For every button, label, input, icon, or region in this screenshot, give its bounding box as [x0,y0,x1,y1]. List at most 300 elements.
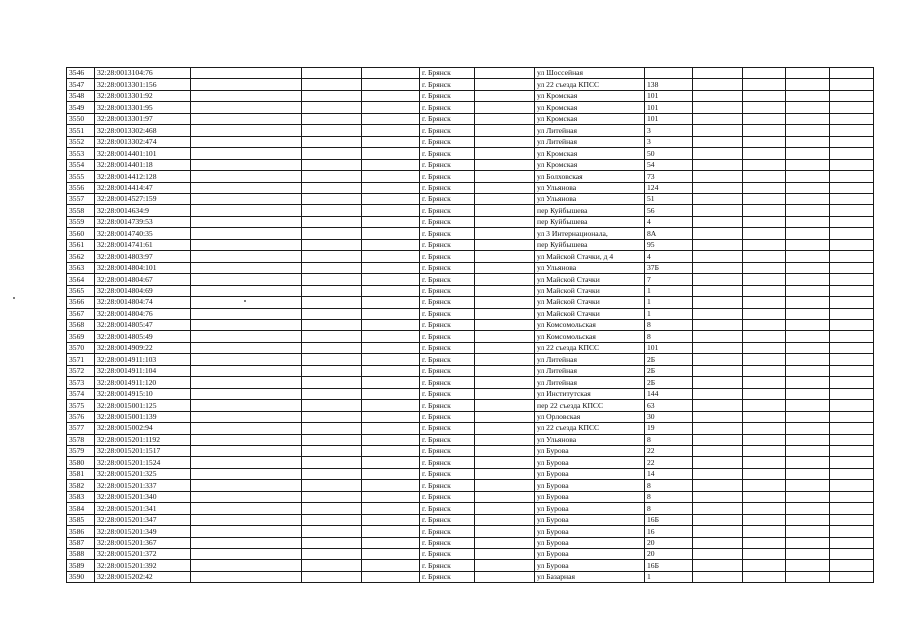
empty-cell [191,468,302,479]
empty-cell [743,423,786,434]
empty-cell [830,388,874,399]
empty-cell [302,423,362,434]
empty-cell [830,148,874,159]
scan-speck [244,300,246,302]
empty-cell [830,491,874,502]
house-number-cell: 14 [645,468,693,479]
cadastral-number-cell: 32:28:0014739:53 [95,216,191,227]
house-number-cell: 8 [645,319,693,330]
row-number-cell: 3566 [67,297,95,308]
empty-cell [362,79,420,90]
empty-cell [302,228,362,239]
empty-cell [830,377,874,388]
empty-cell [743,90,786,101]
row-number-cell: 3575 [67,400,95,411]
empty-cell [191,503,302,514]
city-cell: г. Брянск [420,457,475,468]
empty-cell [786,468,830,479]
empty-cell [475,423,535,434]
city-cell: г. Брянск [420,445,475,456]
cadastral-number-cell: 32:28:0014740:35 [95,228,191,239]
empty-cell [693,331,743,342]
empty-cell [362,571,420,582]
city-cell: г. Брянск [420,68,475,79]
empty-cell [743,262,786,273]
empty-cell [693,400,743,411]
empty-cell [475,503,535,514]
empty-cell [362,148,420,159]
street-cell: ул Комсомольская [535,331,645,342]
empty-cell [830,514,874,525]
city-cell: г. Брянск [420,319,475,330]
empty-cell [302,480,362,491]
empty-cell [362,377,420,388]
cadastral-number-cell: 32:28:0014741:61 [95,239,191,250]
empty-cell [475,113,535,124]
empty-cell [693,239,743,250]
empty-cell [786,342,830,353]
cadastral-number-cell: 32:28:0015202:42 [95,571,191,582]
empty-cell [475,102,535,113]
city-cell: г. Брянск [420,514,475,525]
table-row [67,125,874,136]
row-number-cell: 3573 [67,377,95,388]
empty-cell [693,113,743,124]
empty-cell [743,480,786,491]
cadastral-number-cell: 32:28:0014804:67 [95,274,191,285]
empty-cell [302,102,362,113]
row-number-cell: 3586 [67,526,95,537]
empty-cell [830,262,874,273]
street-cell: пер Куйбышева [535,216,645,227]
house-number-cell: 7 [645,274,693,285]
table-row [67,503,874,514]
empty-cell [362,331,420,342]
street-cell: ул Ульянова [535,182,645,193]
empty-cell [693,365,743,376]
row-number-cell: 3577 [67,423,95,434]
empty-cell [830,228,874,239]
empty-cell [830,308,874,319]
empty-cell [693,274,743,285]
empty-cell [693,388,743,399]
empty-cell [786,411,830,422]
empty-cell [786,377,830,388]
street-cell: ул Ульянова [535,193,645,204]
city-cell: г. Брянск [420,434,475,445]
cadastral-number-cell: 32:28:0013301:92 [95,90,191,101]
table-row [67,400,874,411]
city-cell: г. Брянск [420,136,475,147]
table-row [67,182,874,193]
empty-cell [786,503,830,514]
city-cell: г. Брянск [420,239,475,250]
empty-cell [475,159,535,170]
street-cell: ул Бурова [535,560,645,571]
empty-cell [743,251,786,262]
empty-cell [830,354,874,365]
empty-cell [693,68,743,79]
empty-cell [786,445,830,456]
cadastral-number-cell: 32:28:0013301:156 [95,79,191,90]
street-cell: ул Бурова [535,526,645,537]
table-row [67,228,874,239]
street-cell: ул Майской Стачки [535,297,645,308]
empty-cell [302,365,362,376]
empty-cell [786,79,830,90]
street-cell: ул Кромская [535,148,645,159]
house-number-cell: 2Б [645,377,693,388]
empty-cell [786,434,830,445]
empty-cell [362,411,420,422]
registry-table [66,67,874,583]
house-number-cell: 16 [645,526,693,537]
street-cell: пер 22 съезда КПСС [535,400,645,411]
row-number-cell: 3547 [67,79,95,90]
city-cell: г. Брянск [420,297,475,308]
house-number-cell: 8А [645,228,693,239]
empty-cell [830,365,874,376]
empty-cell [475,526,535,537]
empty-cell [362,388,420,399]
empty-cell [830,171,874,182]
street-cell: ул Орловская [535,411,645,422]
row-number-cell: 3554 [67,159,95,170]
row-number-cell: 3571 [67,354,95,365]
empty-cell [830,79,874,90]
row-number-cell: 3556 [67,182,95,193]
city-cell: г. Брянск [420,331,475,342]
empty-cell [786,491,830,502]
street-cell: ул Майской Стачки [535,274,645,285]
empty-cell [786,125,830,136]
empty-cell [786,113,830,124]
street-cell: ул Литейная [535,136,645,147]
cadastral-number-cell: 32:28:0014401:101 [95,148,191,159]
row-number-cell: 3560 [67,228,95,239]
cadastral-number-cell: 32:28:0015201:372 [95,549,191,560]
table-row [67,136,874,147]
table-row [67,285,874,296]
empty-cell [786,193,830,204]
empty-cell [743,68,786,79]
empty-cell [693,102,743,113]
street-cell: ул Майской Стачки, д 4 [535,251,645,262]
table-row [67,251,874,262]
house-number-cell: 50 [645,148,693,159]
empty-cell [362,342,420,353]
row-number-cell: 3548 [67,90,95,101]
row-number-cell: 3553 [67,148,95,159]
empty-cell [743,377,786,388]
city-cell: г. Брянск [420,342,475,353]
row-number-cell: 3558 [67,205,95,216]
empty-cell [362,216,420,227]
empty-cell [786,423,830,434]
empty-cell [830,239,874,250]
empty-cell [362,102,420,113]
empty-cell [475,90,535,101]
empty-cell [191,423,302,434]
street-cell: ул 3 Интернационала, [535,228,645,239]
empty-cell [475,79,535,90]
cadastral-number-cell: 32:28:0015201:392 [95,560,191,571]
street-cell: ул Комсомольская [535,319,645,330]
house-number-cell: 19 [645,423,693,434]
empty-cell [830,297,874,308]
cadastral-number-cell: 32:28:0014804:76 [95,308,191,319]
empty-cell [302,354,362,365]
street-cell: ул Бурова [535,537,645,548]
empty-cell [475,136,535,147]
empty-cell [830,285,874,296]
empty-cell [362,319,420,330]
empty-cell [191,354,302,365]
empty-cell [362,457,420,468]
empty-cell [693,411,743,422]
street-cell: ул Бурова [535,468,645,479]
empty-cell [362,125,420,136]
empty-cell [475,549,535,560]
empty-cell [302,388,362,399]
empty-cell [475,468,535,479]
street-cell: пер Куйбышева [535,239,645,250]
empty-cell [302,571,362,582]
street-cell: ул Институтская [535,388,645,399]
empty-cell [743,297,786,308]
empty-cell [302,549,362,560]
empty-cell [786,319,830,330]
empty-cell [475,480,535,491]
row-number-cell: 3551 [67,125,95,136]
table-row [67,468,874,479]
empty-cell [362,434,420,445]
empty-cell [191,148,302,159]
empty-cell [830,468,874,479]
empty-cell [693,514,743,525]
street-cell: ул Кромская [535,159,645,170]
empty-cell [743,400,786,411]
empty-cell [191,560,302,571]
empty-cell [362,205,420,216]
empty-cell [786,90,830,101]
cadastral-number-cell: 32:28:0015201:1517 [95,445,191,456]
cadastral-number-cell: 32:28:0014911:104 [95,365,191,376]
empty-cell [743,136,786,147]
cadastral-number-cell: 32:28:0015201:340 [95,491,191,502]
cadastral-number-cell: 32:28:0015201:349 [95,526,191,537]
empty-cell [743,171,786,182]
row-number-cell: 3552 [67,136,95,147]
empty-cell [693,457,743,468]
empty-cell [191,434,302,445]
cadastral-number-cell: 32:28:0013301:97 [95,113,191,124]
city-cell: г. Брянск [420,537,475,548]
empty-cell [302,514,362,525]
empty-cell [693,308,743,319]
empty-cell [362,239,420,250]
empty-cell [743,514,786,525]
empty-cell [743,549,786,560]
empty-cell [302,159,362,170]
cadastral-number-cell: 32:28:0014805:49 [95,331,191,342]
cadastral-number-cell: 32:28:0014527:159 [95,193,191,204]
street-cell: ул Бурова [535,491,645,502]
cadastral-number-cell: 32:28:0015201:337 [95,480,191,491]
house-number-cell: 63 [645,400,693,411]
empty-cell [786,297,830,308]
city-cell: г. Брянск [420,560,475,571]
empty-cell [786,148,830,159]
empty-cell [830,113,874,124]
empty-cell [362,136,420,147]
city-cell: г. Брянск [420,90,475,101]
empty-cell [302,411,362,422]
empty-cell [191,400,302,411]
empty-cell [743,354,786,365]
empty-cell [786,182,830,193]
city-cell: г. Брянск [420,193,475,204]
empty-cell [830,274,874,285]
empty-cell [191,274,302,285]
empty-cell [302,526,362,537]
empty-cell [302,113,362,124]
cadastral-number-cell: 32:28:0015201:347 [95,514,191,525]
empty-cell [786,537,830,548]
empty-cell [830,445,874,456]
cadastral-number-cell: 32:28:0014803:97 [95,251,191,262]
empty-cell [693,125,743,136]
empty-cell [786,102,830,113]
empty-cell [743,113,786,124]
empty-cell [830,571,874,582]
house-number-cell: 22 [645,445,693,456]
empty-cell [475,377,535,388]
empty-cell [693,159,743,170]
empty-cell [302,251,362,262]
empty-cell [830,182,874,193]
empty-cell [786,171,830,182]
empty-cell [693,262,743,273]
empty-cell [362,491,420,502]
city-cell: г. Брянск [420,159,475,170]
empty-cell [786,136,830,147]
empty-cell [830,526,874,537]
empty-cell [475,354,535,365]
empty-cell [693,79,743,90]
empty-cell [302,560,362,571]
cadastral-number-cell: 32:28:0015201:1524 [95,457,191,468]
empty-cell [830,560,874,571]
empty-cell [362,297,420,308]
empty-cell [786,560,830,571]
city-cell: г. Брянск [420,125,475,136]
empty-cell [830,102,874,113]
cadastral-number-cell: 32:28:0014412:128 [95,171,191,182]
empty-cell [693,251,743,262]
house-number-cell: 124 [645,182,693,193]
empty-cell [743,216,786,227]
empty-cell [191,159,302,170]
empty-cell [302,274,362,285]
empty-cell [302,537,362,548]
empty-cell [693,297,743,308]
house-number-cell: 1 [645,308,693,319]
city-cell: г. Брянск [420,526,475,537]
street-cell: ул 22 съезда КПСС [535,423,645,434]
row-number-cell: 3587 [67,537,95,548]
empty-cell [475,445,535,456]
empty-cell [362,274,420,285]
row-number-cell: 3584 [67,503,95,514]
empty-cell [786,571,830,582]
city-cell: г. Брянск [420,308,475,319]
cadastral-number-cell: 32:28:0014915:10 [95,388,191,399]
table-row [67,377,874,388]
city-cell: г. Брянск [420,148,475,159]
empty-cell [475,491,535,502]
empty-cell [693,549,743,560]
table-row [67,308,874,319]
empty-cell [302,400,362,411]
street-cell: ул Ульянова [535,262,645,273]
empty-cell [302,216,362,227]
house-number-cell: 8 [645,331,693,342]
cadastral-number-cell: 32:28:0014804:74 [95,297,191,308]
empty-cell [362,560,420,571]
empty-cell [693,193,743,204]
empty-cell [302,445,362,456]
city-cell: г. Брянск [420,171,475,182]
cadastral-number-cell: 32:28:0014909:22 [95,342,191,353]
empty-cell [302,262,362,273]
empty-cell [830,205,874,216]
house-number-cell: 54 [645,159,693,170]
street-cell: ул Шоссейная [535,68,645,79]
empty-cell [191,377,302,388]
table-row [67,411,874,422]
row-number-cell: 3569 [67,331,95,342]
empty-cell [362,262,420,273]
empty-cell [475,342,535,353]
empty-cell [191,445,302,456]
house-number-cell: 1 [645,285,693,296]
house-number-cell: 8 [645,491,693,502]
city-cell: г. Брянск [420,205,475,216]
row-number-cell: 3570 [67,342,95,353]
empty-cell [830,193,874,204]
empty-cell [786,239,830,250]
empty-cell [362,308,420,319]
city-cell: г. Брянск [420,216,475,227]
empty-cell [786,514,830,525]
empty-cell [191,342,302,353]
empty-cell [786,285,830,296]
empty-cell [743,102,786,113]
table-row [67,365,874,376]
empty-cell [362,228,420,239]
table-row [67,571,874,582]
empty-cell [475,285,535,296]
empty-cell [743,434,786,445]
empty-cell [830,125,874,136]
table-row [67,148,874,159]
empty-cell [191,308,302,319]
row-number-cell: 3568 [67,319,95,330]
table-row [67,274,874,285]
house-number-cell: 1 [645,571,693,582]
city-cell: г. Брянск [420,503,475,514]
